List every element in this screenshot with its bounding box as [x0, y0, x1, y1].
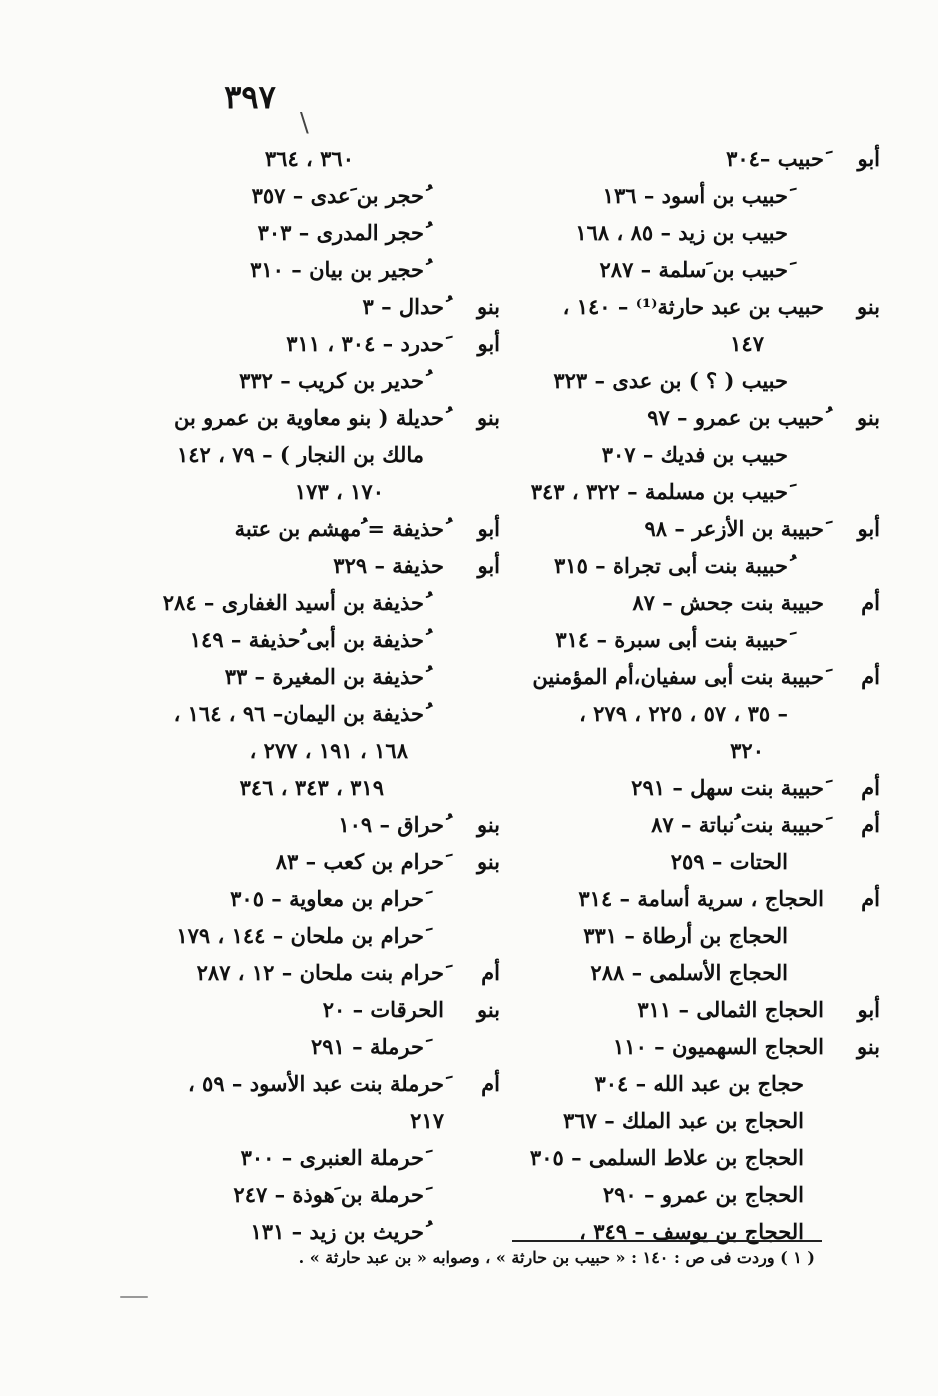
entry-prefix [824, 1139, 880, 1176]
index-column-right [510, 140, 880, 1250]
entry-prefix: أبو [477, 516, 500, 541]
entry-text: الحتات – ٢٥٩ [670, 849, 788, 874]
index-entry [510, 917, 880, 954]
entry-text: ١٧٠ ، ١٧٣ [294, 479, 384, 504]
entry-text: الحجاج الثمالى – ٣١١ [637, 997, 824, 1022]
entry-prefix [824, 843, 880, 880]
entry-prefix [444, 140, 500, 177]
index-entry [145, 769, 500, 806]
index-entry [145, 1028, 500, 1065]
entry-prefix: بنو [476, 849, 500, 874]
entry-text: َحرام بن ملحان – ١٤٤ ، ١٧٩ [176, 923, 424, 948]
index-entry [145, 399, 500, 436]
entry-prefix: أم [861, 590, 880, 615]
entry-text: الحجاج السهميون – ١١٠ [613, 1034, 824, 1059]
index-entry [145, 325, 500, 362]
entry-text: حبيب ( ؟ ) بن عدى – ٣٢٣ [553, 368, 788, 393]
entry-text: ُحديلة ( بنو معاوية بن عمرو بن [174, 405, 444, 430]
entry-prefix: أبو [857, 997, 880, 1022]
index-entry [510, 1176, 880, 1213]
index-entry [510, 732, 880, 769]
entry-prefix [824, 473, 880, 510]
index-entry [145, 658, 500, 695]
entry-text: َحبيبة بنت سهل – ٢٩١ [631, 775, 824, 800]
entry-text: َحرام بن معاوية – ٣٠٥ [230, 886, 424, 911]
index-entry [510, 1102, 880, 1139]
entry-prefix: أبو [477, 331, 500, 356]
index-entry [145, 991, 500, 1028]
entry-text: ٣٦٠ ، ٣٦٤ [264, 146, 354, 171]
entry-text: حبيب بن زيد – ٨٥ ، ١٦٨ [575, 220, 788, 245]
entry-prefix: أبو [857, 146, 880, 171]
entry-text: ُحبيبة بنت أبى تجراة – ٣١٥ [554, 553, 788, 578]
index-entry [510, 1028, 880, 1065]
index-entry [510, 806, 880, 843]
entry-prefix [444, 695, 500, 732]
index-entry [510, 695, 880, 732]
index-entry [510, 1065, 880, 1102]
entry-prefix [444, 177, 500, 214]
entry-prefix: أبو [857, 516, 880, 541]
entry-text: ُحجير بن بيان – ٣١٠ [250, 257, 424, 282]
index-entry [145, 880, 500, 917]
index-entry [145, 1102, 500, 1139]
index-entry [510, 658, 880, 695]
entry-prefix [444, 658, 500, 695]
entry-text: َحبيبة بنت أبى سبرة – ٣١٤ [555, 627, 788, 652]
entry-text: َحبيبة بن الأزعر – ٩٨ [644, 516, 824, 541]
index-entry [145, 917, 500, 954]
entry-text: ُحدير بن كريب – ٣٣٢ [239, 368, 424, 393]
footnote: ( ١ ) وردت فى ص : ١٤٠ : « حبيب بن حارثة » ، وصوابه « بن عبد حارثة » . [298, 1248, 815, 1267]
entry-prefix [444, 917, 500, 954]
entry-text: الحجاج بن عبد الملك – ٣٦٧ [563, 1108, 804, 1133]
page-number: ٣٩٧ [224, 78, 276, 116]
entry-prefix [444, 1176, 500, 1213]
index-entry [145, 843, 500, 880]
entry-text: َحرملة بن َهوذة – ٢٤٧ [233, 1182, 424, 1207]
entry-prefix [824, 325, 880, 362]
entry-text: َحبيب بن َسلمة – ٢٨٧ [599, 257, 788, 282]
entry-text: ١٦٨ ، ١٩١ ، ٢٧٧ ، [249, 738, 408, 763]
entry-text: َحبيبة بنت ُنباتة – ٨٧ [651, 812, 824, 837]
entry-prefix: بنو [856, 1034, 880, 1059]
entry-text: َحرام بنت ملحان – ١٢ ، ٢٨٧ [196, 960, 444, 985]
entry-text: َحرملة العنبرى – ٣٠٠ [240, 1145, 424, 1170]
entry-text: ُحذيفة بن أسيد الغفارى – ٢٨٤ [162, 590, 424, 615]
index-entry [145, 436, 500, 473]
index-entry [145, 584, 500, 621]
entry-prefix [444, 362, 500, 399]
entry-prefix [444, 1028, 500, 1065]
index-entry [145, 547, 500, 584]
entry-text: َحرام بن كعب – ٨٣ [275, 849, 444, 874]
entry-prefix [824, 695, 880, 732]
index-entry [510, 177, 880, 214]
entry-text: َحرملة – ٢٩١ [311, 1034, 424, 1059]
index-entry [510, 547, 880, 584]
entry-text: حبيب بن عبد حارثة⁽¹⁾ – ١٤٠ ، [562, 294, 824, 319]
entry-prefix [444, 584, 500, 621]
entry-prefix: بنو [856, 294, 880, 319]
index-entry [510, 954, 880, 991]
entry-text: ُحبيب بن عمرو – ٩٧ [647, 405, 824, 430]
index-entry [510, 140, 880, 177]
entry-prefix [824, 917, 880, 954]
index-entry [145, 214, 500, 251]
index-entry [145, 621, 500, 658]
entry-text: ١٤٧ [730, 331, 764, 356]
entry-text: حبيبة بنت جحش – ٨٧ [632, 590, 824, 615]
entry-text: الحجاج الأسلمى – ٢٨٨ [590, 960, 788, 985]
entry-text: ٣١٩ ، ٣٤٣ ، ٣٤٦ [239, 775, 384, 800]
entry-text: حذيفة – ٣٢٩ [333, 553, 444, 578]
entry-text: الحجاج بن يوسف – ٣٤٩ ، [579, 1219, 804, 1244]
entry-prefix: بنو [856, 405, 880, 430]
entry-prefix: أم [861, 664, 880, 689]
entry-text: ٢١٧ [410, 1108, 444, 1133]
entry-text: ُحراق – ١٠٩ [338, 812, 444, 837]
entry-text: ٣٢٠ [730, 738, 764, 763]
entry-text: – ٣٥ ، ٥٧ ، ٢٢٥ ، ٢٧٩ ، [579, 701, 788, 726]
index-entry [510, 251, 880, 288]
entry-text: ُحدال – ٣ [362, 294, 444, 319]
index-entry [145, 695, 500, 732]
index-entry [145, 177, 500, 214]
index-entry [510, 1139, 880, 1176]
entry-text: ُحذيفة بن اليمان– ٩٦ ، ١٦٤ ، [173, 701, 424, 726]
index-entry [510, 436, 880, 473]
entry-prefix [824, 251, 880, 288]
index-entry [510, 362, 880, 399]
index-entry [145, 288, 500, 325]
entry-text: ُحذيفة بن أبى ُحذيفة – ١٤٩ [189, 627, 424, 652]
entry-text: مالك بن النجار ) – ٧٩ ، ١٤٢ [176, 442, 424, 467]
entry-text: الحجاج ، سرية أسامة – ٣١٤ [578, 886, 824, 911]
entry-text: َحبيبة بنت أبى سفيان،أم المؤمنين [532, 664, 824, 689]
entry-prefix [824, 547, 880, 584]
entry-text: َحدرد – ٣٠٤ ، ٣١١ [286, 331, 444, 356]
index-entry [145, 362, 500, 399]
index-entry [145, 473, 500, 510]
entry-prefix [824, 1102, 880, 1139]
entry-prefix: بنو [476, 405, 500, 430]
footnote-rule [512, 1240, 822, 1242]
entry-text: ُحذيفة = ُمهشم بن عتبة [234, 516, 444, 541]
entry-prefix [824, 1213, 880, 1250]
index-entry [510, 584, 880, 621]
entry-prefix [824, 362, 880, 399]
entry-prefix [824, 732, 880, 769]
entry-prefix [824, 621, 880, 658]
entry-prefix [444, 436, 500, 473]
index-entry [510, 510, 880, 547]
paper-speck [120, 1296, 148, 1298]
entry-prefix [444, 732, 500, 769]
entry-text: َحبيب بن مسلمة – ٣٢٢ ، ٣٤٣ [530, 479, 788, 504]
entry-prefix [824, 954, 880, 991]
index-entry [510, 288, 880, 325]
entry-prefix [444, 251, 500, 288]
entry-prefix [444, 769, 500, 806]
entry-text: َحبيب بن أسود – ١٣٦ [602, 183, 788, 208]
entry-text: ُحجر المدرى – ٣٠٣ [257, 220, 424, 245]
entry-text: الحرقات – ٢٠ [322, 997, 444, 1022]
entry-prefix [824, 1176, 880, 1213]
entry-prefix: بنو [476, 997, 500, 1022]
entry-text: الحجاج بن أرطاة – ٣٣١ [583, 923, 788, 948]
index-entry [510, 399, 880, 436]
index-entry [510, 843, 880, 880]
index-entry [145, 251, 500, 288]
entry-prefix: أم [861, 775, 880, 800]
index-entry [510, 214, 880, 251]
index-entry [145, 140, 500, 177]
index-entry [510, 473, 880, 510]
entry-prefix [444, 621, 500, 658]
index-entry [145, 954, 500, 991]
index-entry [145, 1176, 500, 1213]
entry-prefix: أم [481, 960, 500, 985]
entry-text: الحجاج بن علاط السلمى – ٣٠٥ [529, 1145, 804, 1170]
entry-text: َحبيب –٣٠٤ [726, 146, 824, 171]
index-entry [510, 621, 880, 658]
index-entry [510, 991, 880, 1028]
entry-text: حجاج بن عبد الله – ٣٠٤ [594, 1071, 804, 1096]
entry-prefix [824, 214, 880, 251]
entry-text: حبيب بن فديك – ٣٠٧ [601, 442, 788, 467]
index-entry [145, 1139, 500, 1176]
entry-text: ُحجر بن َعدى – ٣٥٧ [251, 183, 424, 208]
index-entry [145, 510, 500, 547]
index-column-left [145, 140, 500, 1250]
index-entry [510, 325, 880, 362]
entry-prefix: أبو [477, 553, 500, 578]
entry-prefix [444, 473, 500, 510]
entry-prefix [824, 1065, 880, 1102]
entry-text: الحجاج بن عمرو – ٢٩٠ [602, 1182, 804, 1207]
entry-text: َحرملة بنت عبد الأسود – ٥٩ ، [187, 1071, 444, 1096]
margin-mark: \ [300, 108, 309, 138]
entry-prefix [824, 177, 880, 214]
entry-prefix [824, 436, 880, 473]
entry-prefix: أم [481, 1071, 500, 1096]
index-entry [510, 880, 880, 917]
index-entry [145, 1065, 500, 1102]
entry-prefix: بنو [476, 812, 500, 837]
entry-prefix [444, 1139, 500, 1176]
index-entry [145, 732, 500, 769]
entry-text: ُحريث بن زيد – ١٣١ [250, 1219, 424, 1244]
entry-text: ُحذيفة بن المغيرة – ٣٣ [224, 664, 424, 689]
entry-prefix: أم [861, 812, 880, 837]
entry-prefix: أم [861, 886, 880, 911]
entry-prefix [444, 1102, 500, 1139]
entry-prefix: بنو [476, 294, 500, 319]
index-entry [510, 769, 880, 806]
index-entry [145, 806, 500, 843]
entry-prefix [444, 880, 500, 917]
entry-prefix [444, 214, 500, 251]
